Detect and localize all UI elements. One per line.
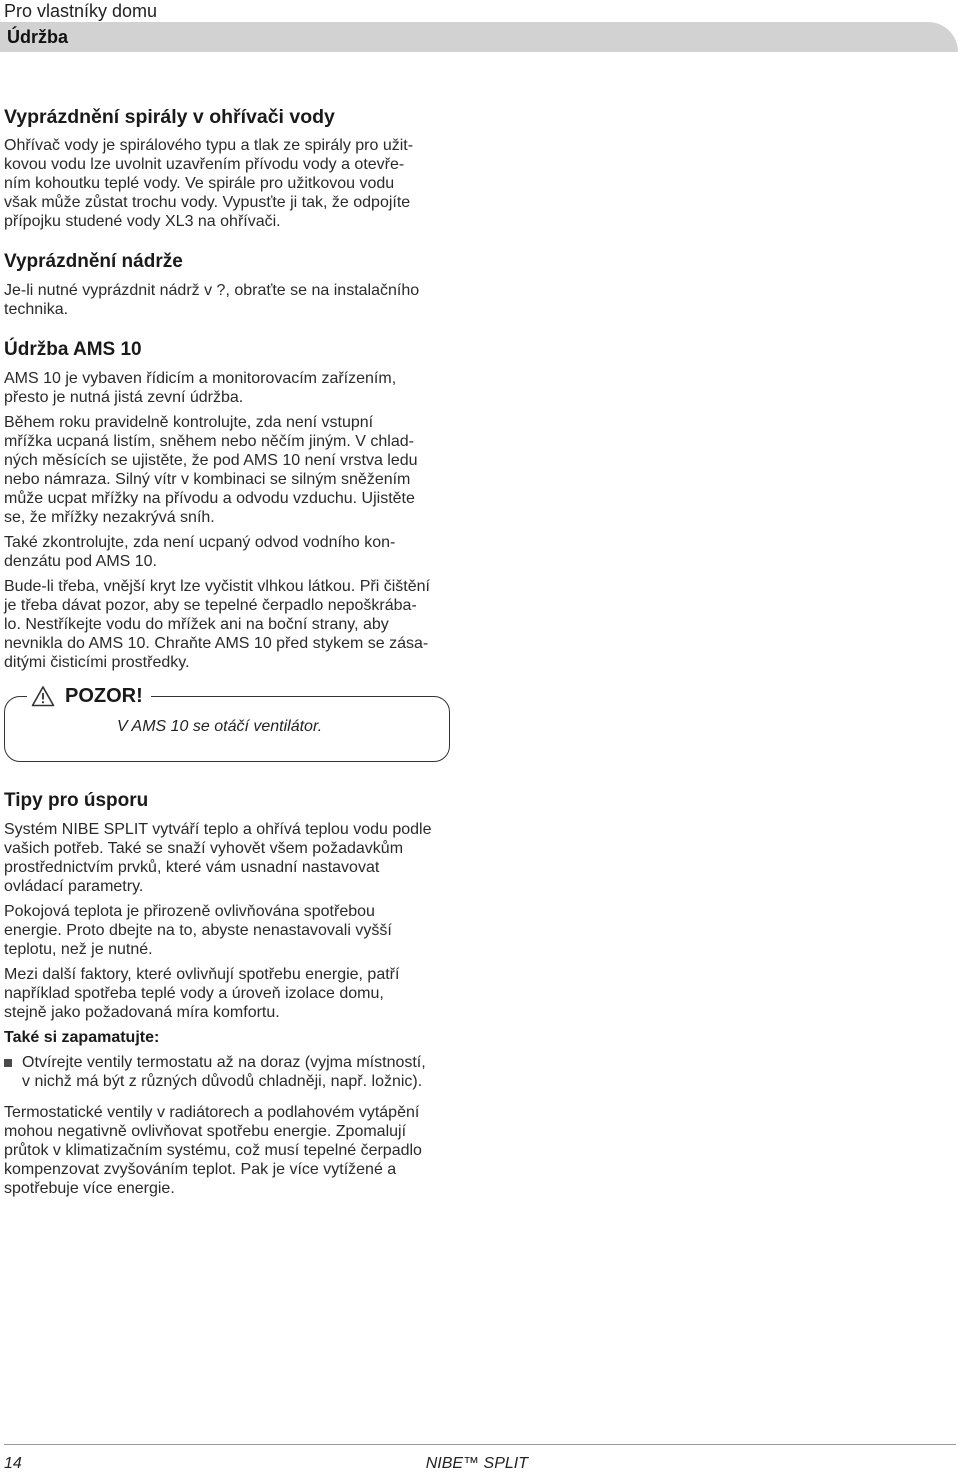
heading-ams: Údržba AMS 10: [4, 339, 142, 360]
text-line: energie. Proto dbejte na to, abyste nenastavovali vyšší: [4, 922, 392, 939]
text-line: kompenzovat zvyšováním teplot. Pak je více vytížené a: [4, 1161, 397, 1178]
text-line: Pokojová teplota je přirozeně ovlivňována spotřebou: [4, 903, 375, 920]
main-content: [4, 104, 460, 1198]
text-line: je třeba dávat pozor, aby se tepelné čerpadlo nepoškrába-: [4, 597, 417, 614]
text-line: se, že mřížky nezakrývá sníh.: [4, 509, 215, 526]
paragraph-spiral: [4, 136, 460, 231]
header-bar: [0, 22, 958, 52]
text-line: AMS 10 je vybaven řídicím a monitorovacím zařízením,: [4, 370, 397, 387]
text-line: průtok v klimatizačním systému, což musí tepelné čerpadlo: [4, 1142, 422, 1159]
warning-header: [27, 683, 151, 709]
text-line: spotřebuje více energie.: [4, 1180, 175, 1197]
text-line: přesto je nutná jistá zevní údržba.: [4, 389, 244, 406]
text-line: lo. Nestříkejte vodu do mřížek ani na boční strany, aby: [4, 616, 389, 633]
heading-spiral: Vyprázdnění spirály v ohřívači vody: [4, 106, 335, 128]
text-line: Mezi další faktory, které ovlivňují spotřebu energie, patří: [4, 966, 400, 983]
paragraph-ams-1: [4, 369, 460, 407]
paragraph-ams-2: [4, 413, 460, 527]
text-line: ných měsících se ujistěte, že pod AMS 10 není vrstva ledu: [4, 452, 418, 469]
text-line: teplotu, než je nutné.: [4, 941, 153, 958]
text-line: nebo námraza. Silný vítr v kombinaci se silným sněžením: [4, 471, 411, 488]
text-line: Otvírejte ventily termostatu až na doraz (vyjma místností,: [22, 1054, 426, 1071]
text-line: Je-li nutné vyprázdnit nádrž v ?, obraťte se na instalačního: [4, 282, 420, 299]
text-line: ovládací parametry.: [4, 878, 144, 895]
text-line: Během roku pravidelně kontrolujte, zda není vstupní: [4, 414, 374, 431]
heading-tank: Vyprázdnění nádrže: [4, 251, 183, 272]
warning-title: POZOR!: [65, 685, 143, 707]
text-line: mřížka ucpaná listím, sněhem nebo něčím jiným. V chlad-: [4, 433, 414, 450]
text-line: nevnikla do AMS 10. Chraňte AMS 10 před stykem se zása-: [4, 635, 429, 652]
footer-brand: NIBE™ SPLIT: [425, 1455, 528, 1472]
text-line: prostřednictvím prvků, které vám usnadní nastavovat: [4, 859, 380, 876]
text-line: mohou negativně ovlivňovat spotřebu energie. Zpomalují: [4, 1123, 407, 1140]
text-line: Termostatické ventily v radiátorech a podlahovém vytápění: [4, 1104, 420, 1121]
paragraph-tips-2: [4, 902, 460, 959]
remember-label: Také si zapamatujte:: [4, 1029, 160, 1046]
section-label: Pro vlastníky domu: [4, 1, 158, 21]
text-line: ním kohoutku teplé vody. Ve spirále pro užitkovou vodu: [4, 175, 395, 192]
page-number: 14: [4, 1455, 22, 1472]
text-line: však může zůstat trochu vody. Vypusťte ji tak, že odpojíte: [4, 194, 411, 211]
footer-divider: [4, 1444, 956, 1445]
text-line: Ohřívač vody je spirálového typu a tlak ze spirály pro užit-: [4, 137, 414, 154]
text-line: může ucpat mřížky na přívodu a odvodu vzduchu. Ujistěte: [4, 490, 415, 507]
bullet-square-icon: [4, 1059, 12, 1067]
paragraph-tips-1: [4, 820, 460, 896]
warning-triangle-icon: [31, 685, 55, 707]
paragraph-tips-3: [4, 965, 460, 1022]
paragraph-tips-4: [4, 1103, 460, 1198]
text-line: Také zkontrolujte, zda není ucpaný odvod vodního kon-: [4, 534, 396, 551]
text-line: ditými čisticími prostředky.: [4, 654, 190, 671]
text-line: stejně jako požadovaná míra komfortu.: [4, 1004, 280, 1021]
list-item: [4, 1053, 460, 1091]
page-title: Údržba: [7, 27, 69, 47]
text-line: vašich potřeb. Také se snaží vyhovět všem požadavkům: [4, 840, 404, 857]
warning-text: V AMS 10 se otáčí ventilátor.: [117, 718, 323, 735]
text-line: technika.: [4, 301, 69, 318]
paragraph-tank: [4, 281, 460, 319]
text-line: Bude-li třeba, vnější kryt lze vyčistit vlhkou látkou. Při čištění: [4, 578, 430, 595]
warning-box: [4, 685, 450, 762]
paragraph-ams-4: [4, 577, 460, 672]
heading-tips: Tipy pro úsporu: [4, 790, 149, 811]
text-line: denzátu pod AMS 10.: [4, 553, 157, 570]
text-line: v nichž má být z různých důvodů chladněji, např. ložnic).: [22, 1073, 423, 1090]
text-line: Systém NIBE SPLIT vytváří teplo a ohřívá teplou vodu podle: [4, 821, 432, 838]
text-line: kovou vodu lze uvolnit uzavřením přívodu vody a otevře-: [4, 156, 405, 173]
text-line: například spotřeba teplé vody a úroveň izolace domu,: [4, 985, 384, 1002]
text-line: přípojku studené vody XL3 na ohřívači.: [4, 213, 281, 230]
paragraph-ams-3: [4, 533, 460, 571]
